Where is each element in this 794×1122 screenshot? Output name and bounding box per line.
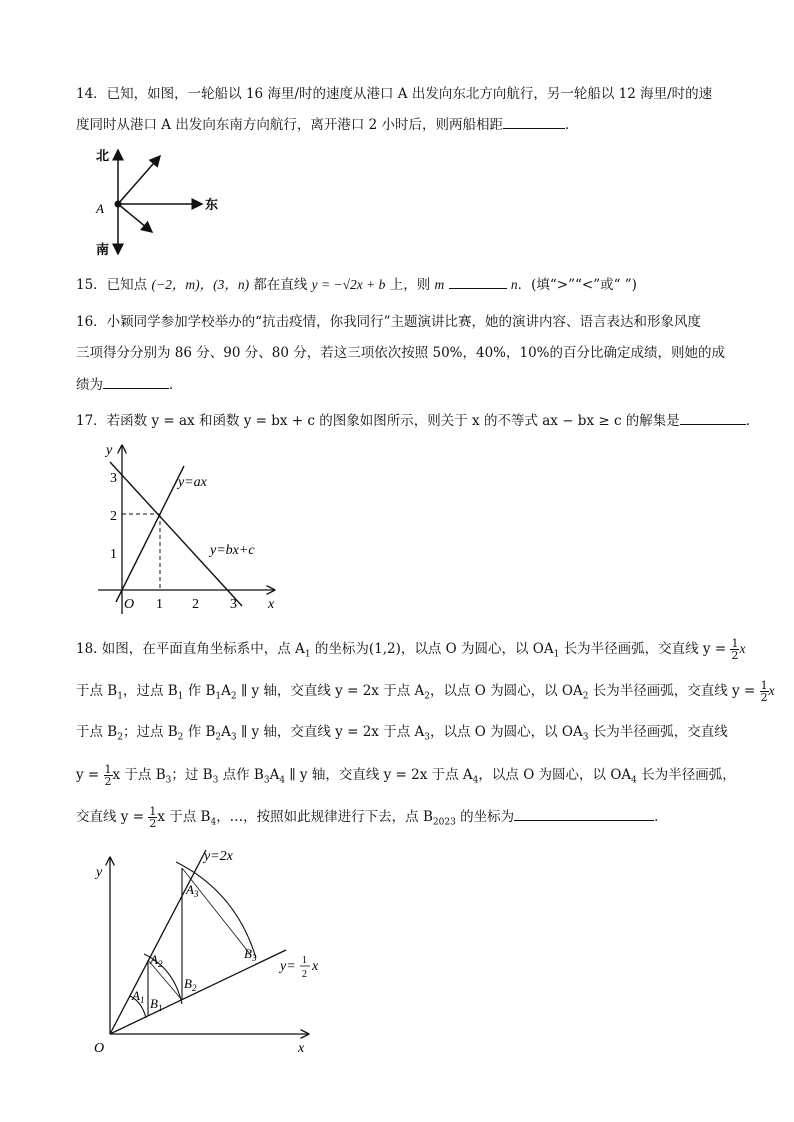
q14-answer-blank[interactable] (503, 114, 565, 129)
y-axis-label: y (96, 865, 103, 880)
label-a3: $A_3$ (186, 882, 199, 899)
south-label: 南 (96, 242, 110, 257)
fraction-half: $\frac{1}{2}$ (760, 679, 768, 704)
label-y-2x: y=2x (204, 849, 233, 864)
q17-line: 17．若函数 y = ax 和函数 y = bx + c 的图象如图所示，则关于 x 的不等式 ax − bx ≥ c 的解集是 ． (76, 410, 759, 431)
fraction-half: $\frac{1}{2}$ (731, 637, 739, 662)
q16-answer-blank[interactable] (103, 374, 169, 389)
fraction-half: $\frac{1}{2}$ (149, 805, 157, 830)
southeast-path (118, 204, 152, 232)
q16-line3: 绩为 ． (76, 374, 183, 395)
label-a2: $A_2$ (150, 952, 163, 969)
label-half-num: 1 (302, 955, 307, 966)
q17-answer-blank[interactable] (680, 410, 746, 425)
label-a1: $A_1$ (132, 988, 145, 1005)
q14-line1: 14．已知，如图，一轮船以 16 海里/时的速度从港口 A 出发向东北方向航行，另一轮船以 12 海里/时的速 (76, 86, 713, 102)
label-y-half-x-prefix: y= (280, 959, 296, 974)
q18-line1: 18. 如图，在平面直角坐标系中，点 $A_1$ 的坐标为(1,2)，以点 O 为圆心，以 $OA_1$ 长为半径画弧，交直线 y = $\frac{1}{2}$ x (76, 637, 746, 662)
x-tick-3: 3 (230, 597, 237, 612)
label-half-den: 2 (302, 969, 307, 980)
north-label: 北 (96, 148, 110, 163)
point-a-label: A (96, 201, 104, 216)
label-b1: $B_1$ (150, 996, 163, 1013)
q16-line2: 三项得分分别为 86 分、90 分、80 分，若这三项依次按照 50%，40%，10%的百分比确定成绩，则她的成 (76, 345, 726, 361)
label-b2: $B_2$ (184, 976, 197, 993)
q18-spiral-figure (86, 842, 346, 1062)
q18-line4: y = $\frac{1}{2}$ x 于点 $B_3$；过 $B_3$ 点作 $B_3A_4$ ∥ y 轴，交直线 y = 2x 于点 $A_4$，以点 O 为圆心，以 $OA_4$ 长为半径画弧， (76, 763, 736, 788)
port-a-dot (115, 201, 122, 208)
q14-line2: 度同时从港口 A 出发向东南方向航行，离开港口 2 小时后，则两船相距 ． (76, 114, 579, 135)
q18-line2: 于点 $B_1$，过点 $B_1$ 作 $B_1A_2$ ∥ y 轴，交直线 y = 2x 于点 $A_2$，以点 O 为圆心，以 $OA_2$ 长为半径画弧，交直线 y = $\frac{1}{2}$ x (76, 679, 775, 704)
q16-line1: 16．小颖同学参加学校举办的“抗击疫情，你我同行”主题演讲比赛，她的演讲内容、语言表达和形象风度 (76, 314, 701, 330)
label-y-ax: y=ax (178, 475, 207, 490)
y-tick-3: 3 (110, 471, 117, 486)
x-axis-label: x (298, 1041, 305, 1056)
line-y-ax (116, 466, 184, 602)
x-tick-1: 1 (156, 597, 163, 612)
q15-answer-blank[interactable] (449, 274, 507, 289)
q18-line3: 于点 $B_2$；过点 $B_2$ 作 $B_2A_3$ ∥ y 轴，交直线 y = 2x 于点 $A_3$，以点 O 为圆心，以 $OA_3$ 长为半径画弧，交直线 (76, 724, 728, 743)
q17-graph-figure (92, 440, 292, 620)
label-y-half-x-var: x (312, 959, 319, 974)
y-axis-label: y (106, 443, 113, 458)
label-y-bx-c: y=bx+c (210, 543, 255, 558)
line-y-bx-c (110, 462, 242, 606)
label-b3: $B_3$ (244, 946, 257, 963)
origin-label: O (94, 1041, 105, 1056)
q18-line5: 交直线 y = $\frac{1}{2}$ x 于点 $B_4$，…，按照如此规律进行下去，点 $B_{2023}$ 的坐标为 ． (76, 805, 668, 830)
q14-compass-figure (84, 140, 234, 260)
q15-line: 15．已知点 (−2，m)，(3，n) 都在直线 y = −√2x + b 上，则 m n．(填“>”“<”或“ ”) (76, 274, 637, 295)
east-label: 东 (205, 197, 219, 212)
segment-a3-b3-chord (182, 868, 250, 954)
fraction-half: $\frac{1}{2}$ (104, 763, 112, 788)
y-tick-1: 1 (110, 547, 117, 562)
x-axis-label: x (268, 597, 275, 612)
arc-a3-b3 (176, 862, 256, 958)
q18-answer-blank[interactable] (514, 806, 654, 821)
northeast-path (118, 156, 160, 204)
origin-label: O (124, 597, 135, 612)
y-tick-2: 2 (110, 509, 117, 524)
x-tick-2: 2 (192, 597, 199, 612)
